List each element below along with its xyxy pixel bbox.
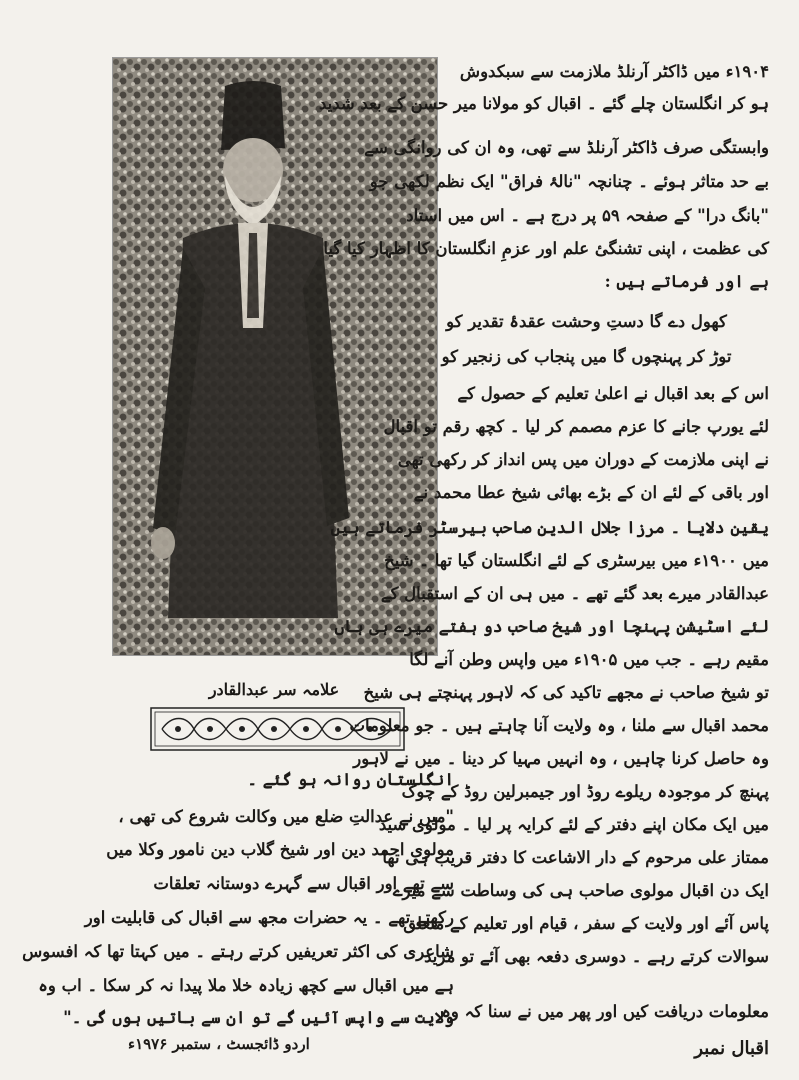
text-line: پاس آئے اور ولایت کے سفر ، قیام اور تعلیم کے متعلق (403, 914, 769, 933)
text-line: پہنچ کر موجودہ ریلوے روڈ اور جیمبرلین روڈ کے چوک (401, 782, 769, 801)
source-citation: اردو ڈائجسٹ ، ستمبر ۱۹۷۶ء (128, 1035, 310, 1053)
text-line: لئے یورپ جانے کا عزم مصمم کر لیا ۔ کچھ رقم تو اقبال (383, 417, 769, 436)
text-line: سوالات کرتے رہے ۔ دوسری دفعہ بھی آئے تو مزید (424, 947, 769, 966)
text-line: ۱۹۰۴ء میں ڈاکٹر آرنلڈ ملازمت سے سبکدوش (459, 62, 769, 81)
text-line: ممتاز علی مرحوم کے دار الاشاعت کا دفتر قریب ہی تھا (382, 848, 769, 867)
text-line: سے تھے اور اقبال سے گہرے دوستانہ تعلقات (153, 874, 454, 893)
text-line: ولایت سے واپس آئیں گے تو ان سے باتیں ہوں گی ۔" (63, 1008, 454, 1027)
verse-line: توڑ کر پہنچوں گا میں پنجاب کی زنجیر کو (441, 347, 732, 366)
text-line: انگلستان روانہ ہو گئے ۔ (247, 770, 454, 789)
page-label: اقبال نمبر (694, 1038, 769, 1059)
text-line: محمد اقبال سے ملنا ، وہ ولایت آنا چاہتے ہیں ۔ جو معلومات (349, 716, 769, 735)
text-line: مولوی احمد دین اور شیخ گلاب دین نامور وکلا میں (106, 840, 454, 859)
text-line: وابستگی صرف ڈاکٹر آرنلڈ سے تھی، وہ ان کی روانگی سے (364, 138, 769, 157)
text-line: بے حد متاثر ہوئے ۔ چنانچہ "نالۂ فراق" ایک نظم لکھی جو (369, 172, 769, 191)
text-line: مقیم رہے ۔ جب میں ۱۹۰۵ء میں واپس وطن آنے لگا (409, 650, 769, 669)
text-line: میں ایک مکان اپنے دفتر کے لئے کرایہ پر لیا ۔ مولوی سید (378, 815, 769, 834)
text-line: ایک دن اقبال مولوی صاحب ہی کی وساطت سے میرے (392, 881, 769, 900)
text-line: نے اپنی ملازمت کے دوران میں پس انداز کر رکھی تھی (397, 450, 769, 469)
text-line: یقین دلایا ۔ مرزا جلال الدین صاحب بیرسٹر فرماتے ہیں (330, 518, 769, 537)
text-line: ہے اور فرماتے ہیں : (604, 272, 769, 291)
text-line: شاعری کی اکثر تعریفیں کرتے رہتے ۔ میں کہتا تھا کہ افسوس (22, 942, 454, 961)
text-line: معلومات دریافت کیں اور پھر میں نے سنا کہ وہ (441, 1002, 769, 1021)
text-line: اس کے بعد اقبال نے اعلیٰ تعلیم کے حصول کے (457, 384, 769, 403)
text-line: اور باقی کے لئے ان کے بڑے بھائی شیخ عطا محمد نے (413, 483, 769, 502)
text-line: "بانگ درا" کے صفحہ ۵۹ پر درج ہے ۔ اس میں استاد (406, 206, 769, 225)
text-line: وہ حاصل کرنا چاہیں ، وہ انہیں مہیا کر دینا ۔ میں نے لاہور (353, 749, 769, 768)
text-line: کی عظمت ، اپنی تشنگیٔ علم اور عزمِ انگلستان کا اظہار کیا گیا (323, 239, 769, 258)
text-line: "میں نے عدالتِ ضلع میں وکالت شروع کی تھی ، (118, 807, 454, 826)
photo-caption: علامہ سر عبدالقادر (208, 680, 340, 699)
text-line: لئے اسٹیشن پہنچا اور شیخ صاحب دو ہفتے میرے ہی ہاں (334, 617, 769, 636)
text-line: ہو کر انگلستان چلے گئے ۔ اقبال کو مولانا میر حسن کے بعد شدید (318, 94, 769, 113)
text-line: ہے میں اقبال سے کچھ زیادہ خلا ملا پیدا نہ کر سکا ۔ اب وہ (38, 976, 454, 995)
text-line: عبدالقادر میرے بعد گئے تھے ۔ میں ہی ان کے استقبال کے (380, 584, 769, 603)
text-line: تو شیخ صاحب نے مجھے تاکید کی کہ لاہور پہنچتے ہی شیخ (363, 683, 769, 702)
verse-line: کھول دے گا دستِ وحشت عقدۂ تقدیر کو (446, 312, 727, 331)
text-line: رکھتے تھے ۔ یہ حضرات مجھ سے اقبال کی قابلیت اور (84, 908, 454, 927)
text-line: میں ۱۹۰۰ء میں بیرسٹری کے لئے انگلستان گیا تھا ۔ شیخ (384, 551, 769, 570)
